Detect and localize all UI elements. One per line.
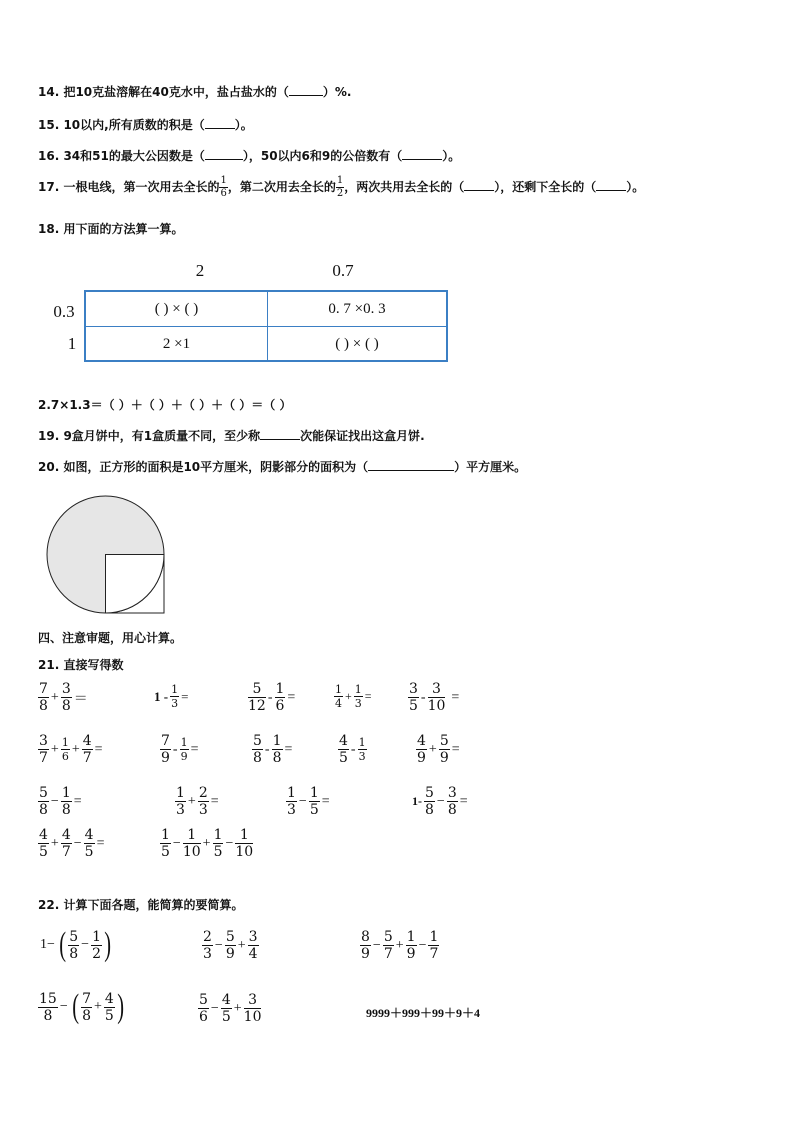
frac	[275, 682, 286, 713]
q21-item-13[interactable]	[286, 786, 332, 817]
q16-blank-2[interactable]	[402, 148, 442, 160]
q22-item-2[interactable]	[202, 930, 259, 961]
q21-number: 21.	[38, 658, 60, 672]
numerator: 4	[104, 990, 114, 1007]
numerator: 1	[61, 736, 69, 749]
numerator: 1	[406, 929, 416, 945]
q19-blank[interactable]	[260, 428, 300, 440]
numerator: 5	[425, 785, 434, 801]
frac	[360, 930, 371, 961]
denominator: 5	[221, 1009, 231, 1025]
equals: =	[73, 793, 82, 809]
denominator: 7	[429, 946, 439, 962]
denominator: 9	[439, 750, 449, 766]
denominator: 4	[248, 946, 258, 962]
q15-text-b: ）。	[234, 118, 253, 132]
numerator: 2	[203, 929, 212, 945]
denominator: 5	[104, 1007, 114, 1024]
op: -	[172, 741, 178, 757]
numerator: 4	[61, 827, 71, 843]
op: −	[418, 937, 427, 953]
numerator: 1	[287, 785, 296, 801]
q17-fraction-1	[219, 176, 227, 199]
op: −	[214, 937, 223, 953]
numerator: 1	[92, 928, 101, 945]
denominator: 7	[39, 750, 48, 766]
frac	[61, 828, 72, 859]
op: +	[233, 1000, 242, 1016]
numerator: 1	[180, 736, 188, 749]
right-paren: )	[117, 988, 124, 1025]
frac	[61, 737, 70, 762]
numerator: 7	[39, 681, 48, 697]
frac	[286, 786, 297, 817]
q17-blank-1[interactable]	[464, 179, 494, 191]
q17-number: 17.	[38, 180, 60, 194]
frac	[428, 930, 439, 961]
frac	[235, 828, 253, 859]
row-header-1: 1	[67, 334, 77, 353]
denominator: 2	[92, 945, 101, 962]
q18-number: 18.	[38, 222, 60, 236]
denominator: 5	[409, 698, 418, 714]
q14-text-b: ）%.	[322, 85, 352, 99]
numerator: 7	[82, 990, 91, 1007]
denominator: 8	[39, 698, 48, 714]
denominator: 3	[171, 697, 179, 710]
frac	[81, 992, 92, 1023]
frac	[354, 684, 363, 709]
numerator: 3	[447, 785, 457, 801]
q20-text-b: ）平方厘米。	[454, 460, 527, 474]
op: +	[71, 741, 80, 757]
op: -	[264, 741, 270, 757]
q17-f1-den: 6	[220, 188, 227, 199]
op: +	[50, 689, 59, 705]
numerator: 4	[84, 827, 94, 843]
op: −	[59, 999, 68, 1014]
denominator: 9	[417, 750, 426, 766]
op: −	[73, 835, 82, 851]
q21-item-12[interactable]	[175, 786, 221, 817]
q17-text-a: 一根电线，第一次用去全长的	[63, 180, 220, 194]
denominator: 5	[339, 750, 348, 766]
numerator: 5	[383, 929, 393, 945]
frac	[104, 992, 115, 1023]
op: −	[372, 937, 381, 953]
q15-number: 15.	[38, 118, 60, 132]
op: -	[267, 689, 273, 705]
q19-text-b: 次能保证找出这盒月饼.	[300, 429, 425, 443]
numerator: 1	[176, 785, 185, 801]
lead: 1−	[40, 937, 55, 952]
question-14	[38, 83, 351, 100]
q21-item-6[interactable]	[38, 734, 105, 765]
equals: =	[459, 793, 468, 809]
denominator: 8	[69, 945, 79, 962]
frac	[252, 734, 263, 765]
cell-r1-c1[interactable]: ( ) × ( )	[154, 300, 199, 317]
numerator: 1	[275, 681, 285, 697]
numerator: 7	[161, 733, 170, 749]
op: +	[50, 741, 59, 757]
denominator: 9	[161, 750, 170, 766]
denominator: 8	[253, 750, 262, 766]
numerator: 1	[183, 828, 201, 844]
numerator: 5	[253, 733, 262, 749]
numerator: 5	[225, 929, 235, 945]
frac	[198, 993, 209, 1024]
frac	[175, 786, 186, 817]
table-grid	[84, 290, 448, 362]
cell-r2-c1: 2 ×1	[162, 335, 191, 352]
q17-text-d: ），还剩下全长的（	[494, 180, 597, 194]
denominator: 7	[383, 946, 393, 962]
op: +	[237, 937, 246, 953]
denominator: 7	[82, 750, 92, 766]
equals: =	[96, 835, 105, 851]
numerator: 1	[358, 736, 366, 749]
frac	[61, 682, 72, 713]
frac	[160, 734, 171, 765]
q20-text-a: 如图，正方形的面积是10平方厘米，阴影部分的面积为（	[63, 460, 369, 474]
denominator: 12	[248, 698, 266, 714]
frac	[447, 786, 458, 817]
denominator: 5	[84, 844, 94, 860]
numerator: 3	[428, 682, 446, 698]
denominator: 10	[182, 844, 201, 860]
q18-equation[interactable]: 2.7×1.3＝（ ）＋（ ）＋（ ）＋（ ）＝（ ）	[38, 398, 292, 412]
numerator: 3	[409, 681, 418, 697]
q21-item-9[interactable]	[338, 734, 367, 765]
denominator: 6	[275, 698, 285, 714]
frac	[383, 930, 394, 961]
numerator: 3	[244, 993, 262, 1009]
col-header-2: 2	[195, 261, 205, 280]
equals: =	[451, 741, 460, 757]
left-paren: (	[72, 988, 79, 1025]
question-17	[38, 176, 644, 199]
q17-text-c: ，两次共用去全长的（	[344, 180, 465, 194]
q22-item-6[interactable]: 9999＋999＋99＋9＋4	[366, 1006, 481, 1020]
op: +	[202, 835, 211, 851]
denominator: 9	[180, 750, 188, 763]
row-header-0-3: 0.3	[53, 302, 75, 321]
numerator: 1	[309, 785, 319, 801]
left-paren: (	[59, 926, 66, 963]
numerator: 1	[213, 827, 223, 843]
numerator: 1	[235, 828, 253, 844]
op: -	[350, 741, 356, 757]
frac	[38, 992, 58, 1023]
frac	[334, 684, 343, 709]
question-18	[38, 220, 183, 237]
denominator: 5	[213, 844, 223, 860]
q22-item-5[interactable]	[198, 993, 261, 1024]
denominator: 9	[225, 946, 235, 962]
numerator: 1	[161, 827, 170, 843]
op: −	[436, 793, 445, 809]
numerator: 2	[198, 785, 208, 801]
denominator: 8	[61, 698, 71, 714]
q22-item-1[interactable]	[38, 928, 113, 962]
numerator: 4	[82, 733, 92, 749]
q16-number: 16.	[38, 149, 60, 163]
op: +	[93, 999, 102, 1014]
numerator: 4	[39, 827, 48, 843]
numerator: 5	[39, 785, 48, 801]
question-22	[38, 896, 243, 913]
q17-f2-num: 1	[336, 175, 344, 186]
q20-number: 20.	[38, 460, 60, 474]
equals: =	[181, 688, 189, 704]
numerator: 4	[221, 992, 231, 1008]
area-model-table	[40, 255, 460, 370]
denominator: 3	[354, 697, 362, 710]
frac	[38, 828, 49, 859]
q14-number: 14.	[38, 85, 60, 99]
numerator: 1	[354, 683, 362, 696]
denominator: 8	[82, 1007, 91, 1024]
denominator: 10	[235, 844, 254, 860]
equals: =	[94, 741, 103, 757]
frac	[38, 734, 49, 765]
numerator: 1	[272, 733, 282, 749]
q17-text-e: ）。	[626, 180, 645, 194]
cell-r1-c2: 0. 7 ×0. 3	[328, 300, 386, 317]
q17-blank-2[interactable]	[596, 179, 626, 191]
denominator: 7	[61, 844, 71, 860]
numerator: 3	[248, 929, 258, 945]
equals: =	[321, 793, 330, 809]
q21-item-16[interactable]	[160, 828, 253, 859]
q15-text-a: 10以内,所有质数的积是（	[63, 118, 205, 132]
denominator: 8	[272, 750, 282, 766]
frac	[91, 930, 102, 961]
numerator: 5	[439, 733, 449, 749]
frac	[68, 930, 79, 961]
numerator: 1	[61, 785, 71, 801]
denominator: 8	[447, 802, 457, 818]
q22-item-4[interactable]	[38, 990, 126, 1024]
frac	[38, 682, 49, 713]
q16-text-b: ），50以内6和9的公倍数有（	[242, 149, 403, 163]
denominator: 5	[309, 802, 319, 818]
frac	[428, 682, 446, 713]
numerator: 5	[69, 928, 79, 945]
denominator: 8	[425, 802, 434, 818]
q17-text-b: ，第二次用去全长的	[227, 180, 336, 194]
q16-blank-1[interactable]	[205, 148, 243, 160]
q21-item-2[interactable]	[152, 684, 190, 709]
numerator: 15	[39, 990, 57, 1007]
op: −	[172, 835, 181, 851]
frac	[160, 828, 171, 859]
op: −	[225, 835, 234, 851]
equals: ＝	[73, 691, 88, 707]
numerator: 5	[248, 682, 266, 698]
q18-text: 用下面的方法算一算。	[63, 222, 184, 236]
frac	[198, 786, 209, 817]
numerator: 1	[429, 929, 439, 945]
denominator: 8	[39, 802, 48, 818]
q21-item-11[interactable]	[38, 786, 84, 817]
op: −	[298, 793, 307, 809]
q21-item-5[interactable]	[408, 682, 461, 713]
q21-item-3[interactable]	[248, 682, 297, 713]
numerator: 1	[171, 683, 179, 696]
op: +	[187, 793, 196, 809]
section-4-title: 四、注意审题，用心计算。	[38, 631, 183, 645]
denominator: 3	[198, 802, 208, 818]
op: −	[50, 793, 59, 809]
denominator: 3	[358, 750, 366, 763]
denominator: 10	[243, 1009, 262, 1025]
op: +	[345, 689, 352, 703]
numerator: 8	[361, 929, 370, 945]
frac	[272, 734, 283, 765]
cell-r2-c2[interactable]: ( ) × ( )	[335, 335, 379, 352]
question-19	[38, 427, 425, 444]
q19-number: 19.	[38, 429, 60, 443]
numerator: 1	[335, 683, 342, 696]
denominator: 4	[335, 697, 342, 710]
q22-number: 22.	[38, 898, 60, 912]
numerator: 3	[61, 681, 71, 697]
q21-item-8[interactable]	[252, 734, 294, 765]
unshaded-quarter	[106, 555, 165, 614]
q21-item-1[interactable]	[38, 682, 90, 713]
op: −	[81, 937, 90, 952]
frac	[244, 993, 262, 1024]
denominator: 6	[199, 1009, 208, 1025]
frac	[406, 930, 417, 961]
op: +	[395, 937, 404, 953]
op: -	[420, 689, 426, 705]
frac	[408, 682, 419, 713]
frac	[248, 930, 259, 961]
numerator: 4	[417, 733, 426, 749]
q20-blank[interactable]	[368, 459, 454, 471]
frac	[221, 993, 232, 1024]
frac	[309, 786, 320, 817]
equals: =	[364, 689, 372, 703]
frac	[82, 734, 93, 765]
q22-text: 计算下面各题，能简算的要简算。	[63, 898, 244, 912]
q21-item-14[interactable]	[410, 786, 470, 817]
frac	[180, 737, 189, 762]
frac	[225, 930, 236, 961]
q17-f2-den: 2	[336, 188, 344, 199]
denominator: 9	[361, 946, 370, 962]
lead: 1-	[412, 794, 422, 808]
q19-text-a: 9盒月饼中，有1盒质量不同，至少称	[63, 429, 261, 443]
frac	[202, 930, 213, 961]
equals: =	[284, 741, 293, 757]
frac	[424, 786, 435, 817]
frac	[61, 786, 72, 817]
denominator: 6	[61, 750, 69, 763]
frac	[338, 734, 349, 765]
frac	[248, 682, 266, 713]
denominator: 9	[406, 946, 416, 962]
question-20	[38, 458, 526, 475]
q21-item-10[interactable]	[416, 734, 462, 765]
numerator: 3	[39, 733, 48, 749]
frac	[183, 828, 201, 859]
numerator: 5	[199, 992, 208, 1008]
lead: 1 -	[154, 688, 169, 704]
q21-item-15[interactable]	[38, 828, 106, 859]
frac	[358, 737, 367, 762]
denominator: 10	[427, 698, 446, 714]
col-header-0-7: 0.7	[332, 261, 354, 280]
question-15	[38, 116, 253, 133]
frac	[416, 734, 427, 765]
numerator: 4	[339, 733, 348, 749]
question-16	[38, 147, 460, 164]
q17-f1-num: 1	[220, 175, 227, 186]
equals: =	[451, 689, 460, 705]
op: +	[428, 741, 437, 757]
frac	[170, 684, 179, 709]
circle-square-figure	[44, 493, 168, 617]
frac	[38, 786, 49, 817]
denominator: 5	[39, 844, 48, 860]
q17-fraction-2	[336, 176, 344, 199]
q21-item-7[interactable]	[160, 734, 201, 765]
op: +	[50, 835, 59, 851]
denominator: 3	[203, 946, 212, 962]
q16-text-a: 34和51的最大公因数是（	[63, 149, 205, 163]
equals: =	[287, 689, 296, 705]
equals: =	[190, 741, 199, 757]
equals: =	[210, 793, 219, 809]
q14-text-a: 把10克盐溶解在40克水中，盐占盐水的（	[63, 85, 289, 99]
frac	[84, 828, 95, 859]
denominator: 3	[176, 802, 185, 818]
op: −	[210, 1000, 219, 1016]
denominator: 8	[43, 1007, 53, 1024]
right-paren: )	[104, 926, 112, 963]
q15-blank[interactable]	[205, 117, 235, 129]
q21-item-4[interactable]	[334, 684, 374, 709]
q21-text: 直接写得数	[63, 658, 124, 672]
question-21	[38, 656, 123, 673]
denominator: 5	[161, 844, 170, 860]
q14-blank[interactable]	[289, 84, 323, 96]
denominator: 3	[287, 802, 296, 818]
q16-text-c: ）。	[442, 149, 461, 163]
frac	[439, 734, 450, 765]
frac	[213, 828, 224, 859]
q22-item-3[interactable]	[360, 930, 439, 961]
denominator: 8	[61, 802, 71, 818]
